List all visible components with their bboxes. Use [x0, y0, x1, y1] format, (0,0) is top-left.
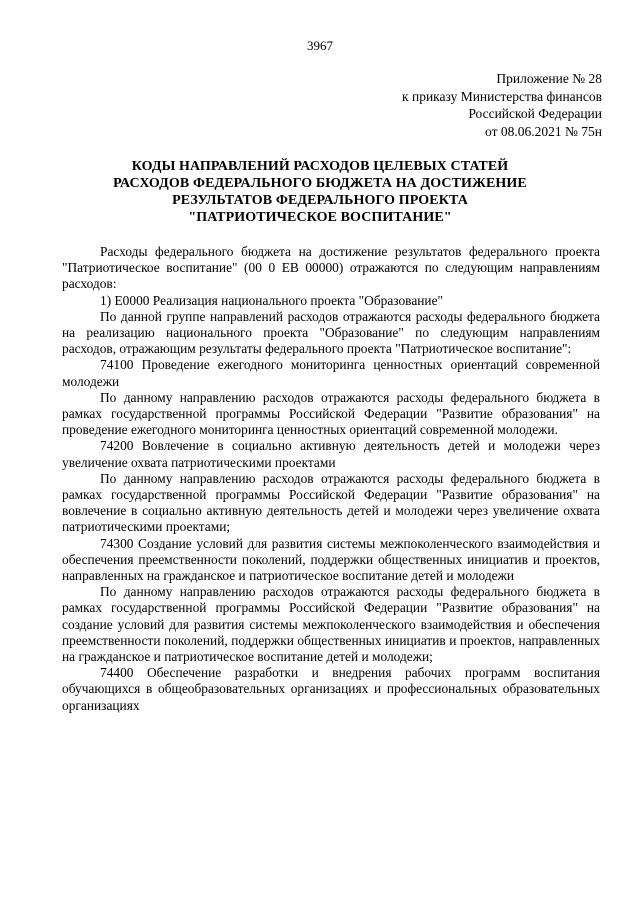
- paragraph-code-74200-description: По данному направлению расходов отражаются расходы федерального бюджета в рамках государственной программы Российской Федерации "Развитие образования" на вовлечение в социально активную деятельность детей и молодежи через увеличение охвата патриотическими проектами;: [62, 470, 600, 535]
- page-number: 3967: [307, 38, 333, 53]
- title-line: РАСХОДОВ ФЕДЕРАЛЬНОГО БЮДЖЕТА НА ДОСТИЖЕНИЕ: [113, 176, 527, 191]
- title-line: КОДЫ НАПРАВЛЕНИЙ РАСХОДОВ ЦЕЛЕВЫХ СТАТЕЙ: [131, 159, 509, 174]
- document-body: [62, 244, 600, 714]
- paragraph-intro: Расходы федерального бюджета на достижение результатов федерального проекта "Патриотическое воспитание" (00 0 ЕВ 00000) отражаются по следующим направлениям расходов:: [62, 244, 600, 292]
- paragraph-code-74400: 74400 Обеспечение разработки и внедрения рабочих программ воспитания обучающихся в общеобразовательных организациях и профессиональных образовательных организациях: [62, 665, 600, 713]
- paragraph-code-74200: 74200 Вовлечение в социально активную деятельность детей и молодежи через увеличение охвата патриотическими проектами: [62, 438, 600, 470]
- paragraph-group-description: По данной группе направлений расходов отражаются расходы федерального бюджета на реализацию национального проекта "Образование" по следующим направлениям расходов, отражающим результаты федерального проекта "Патриотическое воспитание":: [62, 308, 600, 357]
- paragraph-code-74100-description: По данному направлению расходов отражаются расходы федерального бюджета в рамках государственной программы Российской Федерации "Развитие образования" на проведение ежегодного мониторинга ценностных ориентаций современной молодежи.: [62, 389, 600, 438]
- appendix-line-order: к приказу Министерства финансов: [402, 88, 602, 104]
- appendix-line-date: от 08.06.2021 № 75н: [485, 123, 602, 139]
- appendix-line-country: Российской Федерации: [468, 106, 602, 121]
- paragraph-code-74300: 74300 Создание условий для развития системы межпоколенческого взаимодействия и обеспечения преемственности поколений, поддержки общественных инициатив и проектов, направленных на гражданское и патриотическое воспитание детей и молодежи: [62, 535, 600, 584]
- title-line: "ПАТРИОТИЧЕСКОЕ ВОСПИТАНИЕ": [188, 210, 452, 225]
- appendix-block: [402, 70, 602, 140]
- paragraph-group-heading: 1) Е0000 Реализация национального проекта "Образование": [100, 292, 444, 308]
- paragraph-code-74100: 74100 Проведение ежегодного мониторинга ценностных ориентаций современной молодежи: [62, 357, 600, 389]
- document-title: [40, 158, 600, 226]
- paragraph-code-74300-description: По данному направлению расходов отражаются расходы федерального бюджета в рамках государственной программы Российской Федерации "Развитие образования" на создание условий для развития системы межпоколенческого взаимодействия и обеспечения преемственности поколений, поддержки общественных инициатив и проектов, направленных на гражданское и патриотическое воспитание детей и молодежи;: [62, 584, 600, 665]
- appendix-line-number: Приложение № 28: [496, 71, 602, 86]
- title-line: РЕЗУЛЬТАТОВ ФЕДЕРАЛЬНОГО ПРОЕКТА: [172, 193, 468, 208]
